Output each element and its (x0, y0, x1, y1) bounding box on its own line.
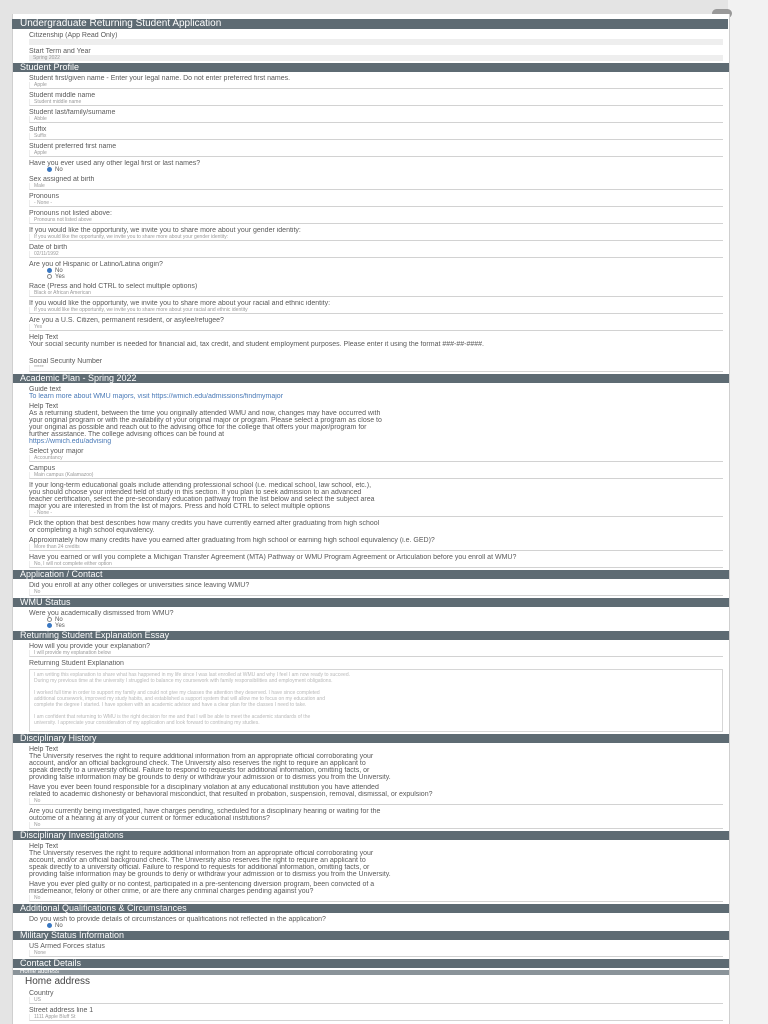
suffix-field (13, 126, 729, 140)
guilty-label-2: misdemeanor, felony or other crime, or are there any criminal charges pending against you? (29, 888, 314, 896)
help-line: The University reserves the right to require additional information from an appropriate official corroborating your (29, 850, 374, 858)
enroll-field (13, 582, 729, 596)
preferred-name-input[interactable]: Apple (29, 150, 723, 157)
military-field (13, 943, 729, 957)
credits-line: or completing a high school equivalency. (29, 527, 155, 535)
longterm-line: you should choose your intended field of study in this section. If you plan to seek admission to an advanced (29, 489, 362, 497)
country-field (13, 990, 729, 1004)
radio-selected-icon (47, 923, 52, 928)
citizen-field (13, 317, 729, 331)
racial-identity-field (13, 300, 729, 314)
investigated-select[interactable]: No (29, 822, 723, 829)
campus-field (13, 465, 729, 479)
credits-field (13, 537, 729, 551)
provide-select[interactable]: I will provide my explanation below (29, 650, 723, 657)
sex-label: Sex assigned at birth (29, 176, 95, 184)
academic-guide (13, 386, 729, 400)
dob-field (13, 244, 729, 258)
gender-identity-label: If you would like the opportunity, we invite you to share more about your gender identity: (29, 227, 301, 235)
street1-input[interactable]: 1111 Apple Bluff St (29, 1014, 723, 1021)
credits-select[interactable]: More than 24 credits (29, 544, 723, 551)
help-line: speak directly to a university official. Failure to respond to requests for additional information, omitting facts, or (29, 767, 370, 775)
section-academic-plan: Academic Plan - Spring 2022 (13, 374, 729, 383)
longterm-field (13, 482, 729, 517)
provide-field (13, 643, 729, 657)
explanation-field (13, 660, 729, 667)
help-line: your original as possible and reach out to the advising office for the college that offers your major/program for (29, 424, 367, 432)
hispanic-label: Are you of Hispanic or Latino/Latina origin? (29, 261, 163, 269)
details-radio-no[interactable] (29, 923, 729, 929)
race-field (13, 283, 729, 297)
help-line: As a returning student, between the time you originally attended WMU and now, changes may have occurred with (29, 410, 381, 418)
longterm-line: If your long-term educational goals include attending professional school (i.e. medical school, law school, etc.), (29, 482, 372, 490)
enroll-label: Did you enroll at any other colleges or universities since leaving WMU? (29, 582, 250, 590)
sex-select[interactable]: Male (29, 183, 723, 190)
ssn-help-text: Your social security number is needed for financial aid, tax credit, and student employment purposes. Please enter it using the format ###-##-####. (29, 341, 484, 349)
sex-field (13, 176, 729, 190)
radio-empty-icon (47, 617, 52, 622)
racial-identity-input[interactable]: If you would like the opportunity, we invite you to share more about your racial and ethnic identity (29, 307, 723, 314)
other-names-option: No (55, 167, 63, 174)
help-text-title: Help Text (29, 334, 59, 342)
first-name-input[interactable]: Apple (29, 82, 723, 89)
section-wmu-status: WMU Status (13, 598, 729, 607)
credits-line: Pick the option that best describes how many credits you have currently earned after graduating from high school (29, 520, 380, 528)
first-name-label: Student first/given name - Enter your legal name. Do not enter preferred first names. (29, 75, 291, 82)
found-responsible-label-2: related to academic dishonesty or behavioral misconduct, that resulted in probation, suspension, removal, dismissal, or expulsion? (29, 791, 433, 799)
race-select[interactable]: Black or African American (29, 290, 723, 297)
preferred-name-field (13, 143, 729, 157)
investigated-field (13, 808, 729, 829)
citizenship-field (13, 32, 729, 45)
dismissed-label: Were you academically dismissed from WMU? (29, 610, 174, 618)
help-line: your original program or with the availability of your original major or program. Please select a program as close to (29, 417, 382, 425)
major-select[interactable]: Accountancy (29, 455, 723, 462)
dismissed-option-yes: Yes (55, 623, 65, 630)
hispanic-option-yes: Yes (55, 274, 65, 281)
help-line: speak directly to a university official. Failure to respond to requests for additional information, omitting facts, or (29, 864, 370, 872)
help-line: The University reserves the right to require additional information from an appropriate official corroborating your (29, 753, 374, 761)
other-names-field (13, 160, 729, 173)
help-line: providing false information may be grounds to deny or withdraw your admission or to dismiss you from the University. (29, 871, 391, 879)
find-my-major-link[interactable]: To learn more about WMU majors, visit https://wmich.edu/admissions/findmymajor (29, 393, 284, 401)
guilty-label: Have you ever pled guilty or no contest, participated in a pre-sentencing diversion program, been convicted of a (29, 881, 375, 889)
longterm-line: teacher certification, select the pre-secondary education pathway from the list below and select the subject area (29, 496, 375, 504)
ssn-label: Social Security Number (29, 358, 103, 366)
details-field (13, 916, 729, 929)
essay-line: university. I appreciate your consideration of my application and look forward to continuing my studies. (34, 720, 260, 727)
longterm-line: major you are interested in from the list of majors. Press and hold CTRL to select multiple options (29, 503, 330, 511)
radio-empty-icon (47, 274, 52, 279)
other-names-radio-no[interactable] (29, 167, 729, 173)
essay-line: During my previous time at the university I struggled to balance my coursework with family responsibilities and employment obligations. (34, 678, 333, 685)
essay-line: additional coursework, improved my study habits, and established a support system that will allow me to focus on my education and (34, 696, 325, 703)
investigations-help (13, 843, 729, 878)
suffix-label: Suffix (29, 126, 47, 133)
scroll-gutter (728, 0, 768, 1024)
campus-select[interactable]: Main campus (Kalamazoo) (29, 472, 723, 479)
section-explanation-essay: Returning Student Explanation Essay (13, 631, 729, 640)
explanation-label: Returning Student Explanation (29, 660, 124, 668)
race-label: Race (Press and hold CTRL to select multiple options) (29, 283, 198, 291)
guide-text-title: Guide text (29, 386, 61, 394)
guilty-field (13, 881, 729, 902)
home-address-subheader: Home address (13, 970, 729, 975)
other-names-label: Have you ever used any other legal first or last names? (29, 160, 201, 167)
section-disciplinary-investigations: Disciplinary Investigations (13, 831, 729, 840)
mta-label: Have you earned or will you complete a Michigan Transfer Agreement (MTA) Pathway or WMU Program Agreement or Articulation before you enroll at WMU? (29, 554, 517, 562)
dismissed-option-no: No (55, 617, 63, 624)
street1-label: Street address line 1 (29, 1007, 94, 1015)
found-responsible-field (13, 784, 729, 805)
pronouns-label: Pronouns (29, 193, 59, 201)
found-responsible-label: Have you ever been found responsible for a disciplinary violation at any educational institution you have attended (29, 784, 379, 792)
credits-label: Approximately how many credits have you earned after graduating from high school or earning high school equivalency (i.e. GED)? (29, 537, 435, 545)
home-address-title: Home address (25, 976, 91, 988)
section-student-profile: Student Profile (13, 63, 729, 72)
preferred-name-label: Student preferred first name (29, 143, 117, 150)
academic-help (13, 403, 729, 445)
radio-selected-icon (47, 167, 52, 172)
citizenship-label: Citizenship (App Read Only) (29, 32, 118, 39)
gender-identity-field (13, 227, 729, 241)
start-term-input: Spring 2022 (29, 55, 723, 61)
mta-select[interactable]: No, I will not complete either option (29, 561, 723, 568)
pronouns-other-field (13, 210, 729, 224)
pronouns-other-label: Pronouns not listed above: (29, 210, 112, 218)
help-line: providing false information may be grounds to deny or withdraw your admission or to dismiss you from the University. (29, 774, 391, 782)
major-label: Select your major (29, 448, 84, 456)
ssn-field (13, 358, 729, 372)
dismissed-radio-yes[interactable] (29, 623, 729, 629)
radio-selected-icon (47, 623, 52, 628)
citizenship-input (29, 39, 723, 45)
last-name-field (13, 109, 729, 123)
essay-line: I worked full time in order to support my family and could not give my classes the attention they deserved. I have since completed (34, 690, 320, 697)
details-option-no: No (55, 923, 63, 930)
help-text-title: Help Text (29, 843, 59, 851)
gender-identity-input[interactable]: If you would like the opportunity, we invite you to share more about your gender identity: (29, 234, 723, 241)
section-additional-qualifications: Additional Qualifications & Circumstances (13, 904, 729, 913)
street1-field (13, 1007, 729, 1021)
essay-line: I am confident that returning to WMU is the right decision for me and that I will be able to meet the academic standards of the (34, 714, 311, 721)
dismissed-field (13, 610, 729, 629)
help-text-title: Help Text (29, 403, 59, 411)
ssn-help (13, 334, 729, 355)
explanation-textarea[interactable] (29, 669, 723, 732)
advising-link[interactable]: https://wmich.edu/advising (29, 438, 112, 446)
section-disciplinary-history: Disciplinary History (13, 734, 729, 743)
radio-selected-icon (47, 268, 52, 273)
essay-line: complete the degree I started. I have spoken with an academic advisor and have a clear plan for the classes I need to take. (34, 702, 307, 709)
found-responsible-select[interactable]: No (29, 798, 723, 805)
major-field (13, 448, 729, 462)
middle-name-input[interactable]: Student middle name (29, 99, 723, 106)
application-form (12, 14, 730, 1024)
credits-guide (13, 520, 729, 534)
pronouns-other-input[interactable]: Pronouns not listed above (29, 217, 723, 224)
enroll-select[interactable]: No (29, 589, 723, 596)
longterm-select[interactable]: - None - (29, 510, 723, 517)
ssn-input[interactable]: ***** (29, 365, 723, 372)
citizen-select[interactable]: Yes (29, 324, 723, 331)
middle-name-field (13, 92, 729, 106)
suffix-select[interactable]: Suffix (29, 133, 723, 140)
help-line: account, and/or an official background check. The University also reserves the right to require an applicant to (29, 857, 366, 865)
details-label: Do you wish to provide details of circumstances or qualifications not reflected in the application? (29, 916, 326, 924)
country-select[interactable]: US (29, 997, 723, 1004)
mta-field (13, 554, 729, 568)
investigated-label-2: outcome of a hearing at any of your current or former educational institutions? (29, 815, 270, 823)
military-label: US Armed Forces status (29, 943, 105, 951)
hispanic-option-no: No (55, 268, 63, 275)
section-military-status: Military Status Information (13, 931, 729, 940)
middle-name-label: Student middle name (29, 92, 96, 99)
hispanic-radio-yes[interactable] (29, 274, 729, 280)
pronouns-select[interactable]: - None - (29, 200, 723, 207)
start-term-field (13, 48, 729, 61)
dob-input[interactable]: 02/11/1992 (29, 251, 723, 258)
help-line: further assistance. The college advising offices can be found at (29, 431, 225, 439)
last-name-label: Student last/family/surname (29, 109, 116, 116)
guilty-select[interactable]: No (29, 895, 723, 902)
help-text-title: Help Text (29, 746, 59, 754)
start-term-label: Start Term and Year (29, 48, 91, 55)
help-line: account, and/or an official background check. The University also reserves the right to require an applicant to (29, 760, 366, 768)
disciplinary-help (13, 746, 729, 781)
dob-label: Date of birth (29, 244, 68, 252)
military-select[interactable]: None (29, 950, 723, 957)
pronouns-field (13, 193, 729, 207)
last-name-input[interactable]: Abble (29, 116, 723, 123)
provide-label: How will you provide your explanation? (29, 643, 151, 651)
country-label: Country (29, 990, 54, 998)
campus-label: Campus (29, 465, 56, 473)
racial-identity-label: If you would like the opportunity, we invite you to share more about your racial and ethnic identity: (29, 300, 331, 308)
essay-line (34, 726, 718, 732)
section-application-contact: Application / Contact (13, 570, 729, 579)
first-name-field (13, 75, 729, 89)
citizen-label: Are you a U.S. Citizen, permanent resident, or asylee/refugee? (29, 317, 224, 325)
page-title: Undergraduate Returning Student Application (12, 19, 728, 29)
investigated-label: Are you currently being investigated, have charges pending, scheduled for a disciplinary hearing or waiting for the (29, 808, 381, 816)
section-contact-details: Contact Details (13, 959, 729, 968)
hispanic-field (13, 261, 729, 280)
essay-line: I am writing this explanation to share what has happened in my life since I was last enrolled at WMU and why I feel I am now ready to succeed. (34, 672, 350, 679)
